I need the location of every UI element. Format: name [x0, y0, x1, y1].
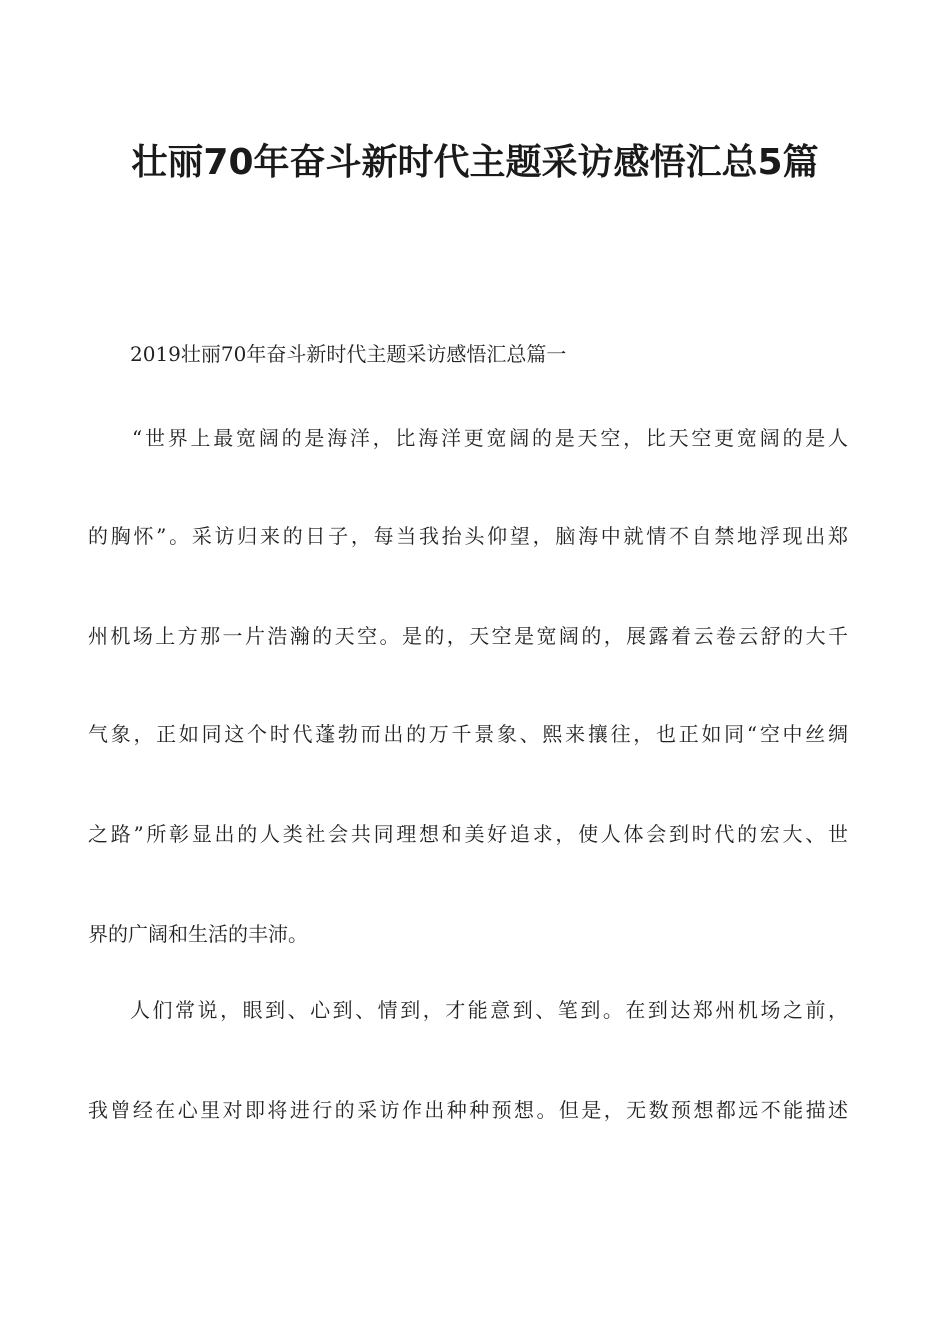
paragraph-line: 气象，正如同这个时代蓬勃而出的万千景象、熙来攘往，也正如同“空中丝绸 [88, 722, 848, 746]
paragraph-line: 人们常说，眼到、心到、情到，才能意到、笔到。在到达郑州机场之前， [130, 998, 848, 1022]
paragraph-line: 州机场上方那一片浩瀚的天空。是的，天空是宽阔的，展露着云卷云舒的大千 [88, 624, 848, 648]
paragraph-line: 界的广阔和生活的丰沛。 [88, 922, 308, 946]
paragraph-line: 之路”所彰显出的人类社会共同理想和美好追求，使人体会到时代的宏大、世 [88, 822, 848, 846]
paragraph-line: “世界上最宽阔的是海洋，比海洋更宽阔的是天空，比天空更宽阔的是人 [132, 426, 848, 450]
document-title: 壮丽70年奋斗新时代主题采访感悟汇总5篇 [131, 142, 819, 183]
section-heading: 2019壮丽70年奋斗新时代主题采访感悟汇总篇一 [130, 342, 567, 366]
paragraph-line: 我曾经在心里对即将进行的采访作出种种预想。但是，无数预想都远不能描述 [88, 1098, 848, 1122]
paragraph-line: 的胸怀”。采访归来的日子，每当我抬头仰望，脑海中就情不自禁地浮现出郑 [88, 524, 848, 548]
